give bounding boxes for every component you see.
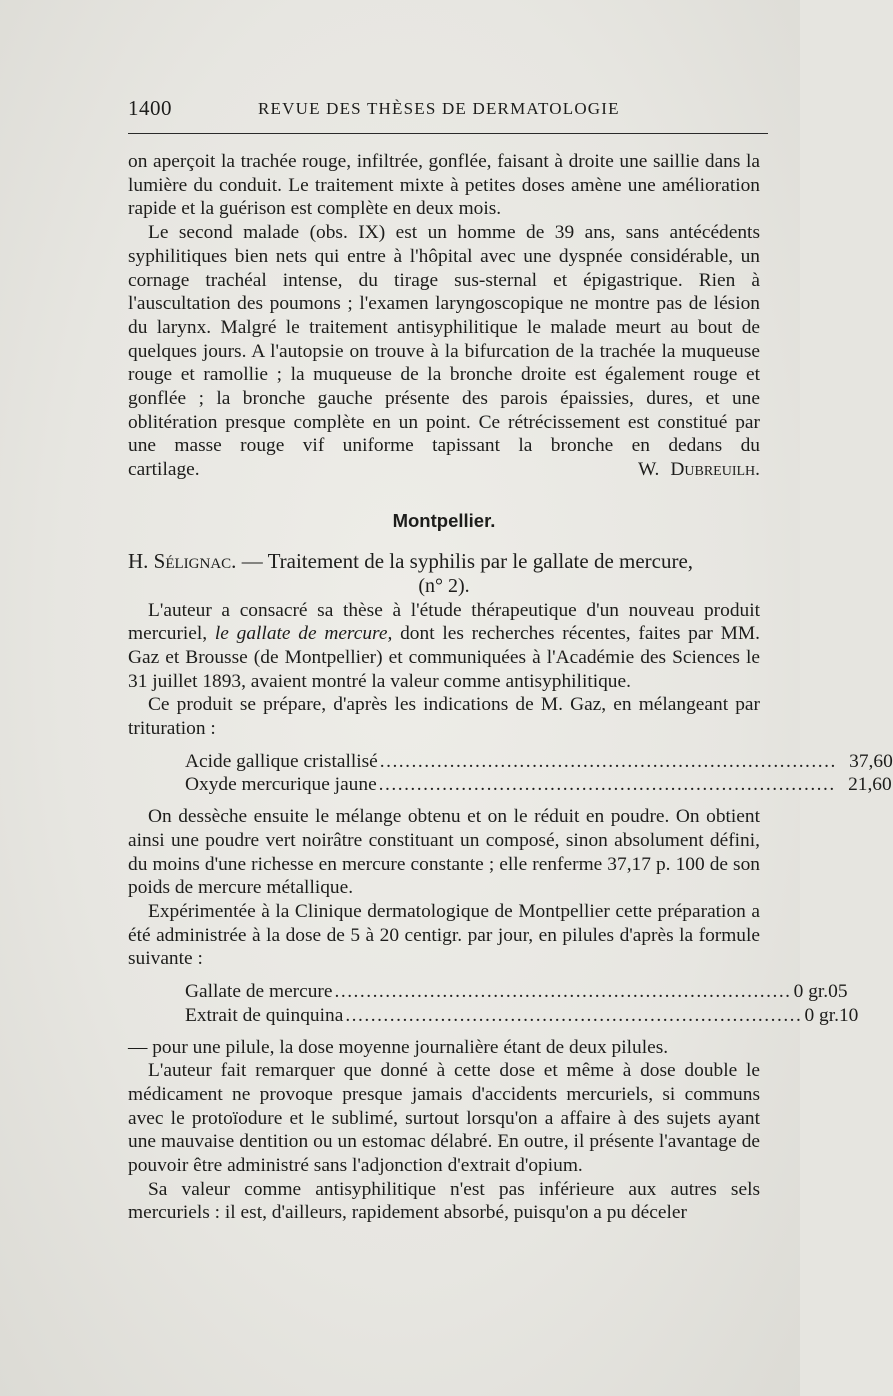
page-body <box>128 150 893 1225</box>
paragraph: Sa valeur comme antisyphilitique n'est pas inférieure aux autres sels mercuriels : il est, d'ailleurs, rapidement absorbé, puisqu'on a pu déceler <box>128 1178 760 1224</box>
dot-leader: ........................................................................ <box>378 774 836 796</box>
paragraph <box>128 221 760 482</box>
paragraph: L'auteur fait remarquer que donné à cette dose et même à dose double le médicament ne provoque presque jamais d'accidents mercuriels, si communs avec le protoïodure et le sublimé, surtout lorsqu'on a affaire à des sujets ayant une mauvaise dentition ou un estomac délabré. En outre, il présente l'avantage de pouvoir être administré sans l'adjonction d'extrait d'opium. <box>128 1060 760 1177</box>
signature-initial: W. <box>638 459 660 481</box>
signature-name: Dubreuilh. <box>670 459 760 481</box>
recipe-table <box>128 980 859 1027</box>
paragraph: Ce produit se prépare, d'après les indications de M. Gaz, en mélangeant par trituration : <box>128 694 760 740</box>
recipe-row <box>185 773 892 797</box>
recipe-row <box>185 1004 859 1028</box>
quantity: 0 gr.10 <box>804 1004 859 1026</box>
page-header <box>128 96 753 126</box>
paragraph: on aperçoit la trachée rouge, infiltrée, gonflée, faisant à droite une saillie dans la lumière du conduit. Le traitement mixte à petites doses amène une amélioration rapide et la guérison est complète en deux mois. <box>128 151 760 220</box>
author-initial: H. <box>128 548 149 573</box>
italic-term: le gallate de mercure, <box>214 623 393 645</box>
paragraph-text: Le second malade (obs. IX) est un homme de 39 ans, sans antécédents syphilitiques bien nets qui entre à l'hôpital avec une dyspnée considérable, un cornage trachéal intense, du tirage sus-sternal et épigastrique. Rien à l'auscultation des poumons ; l'examen laryngoscopique ne montre pas de lésion du larynx. Malgré le traitement antisyphilitique le malade meurt au bout de quelques jours. A l'autopsie on trouve à la bifurcation de la trachée la muqueuse rouge et ramollie ; la muqueuse de la bronche droite est également rouge et gonflée ; la bronche gauche présente des parois épaissies, dures, et une oblitération presque complète en un point. Ce rétrécissement est constitué par une masse rouge vif uniforme tapissant la bronche en dedans du cartilage. <box>128 222 760 481</box>
ingredient: Extrait de quinquina <box>185 1004 344 1026</box>
dot-leader: ........................................................................ <box>334 981 792 1003</box>
ingredient: Gallate de mercure <box>185 981 333 1003</box>
thesis-number: (n° 2). <box>418 574 470 597</box>
quantity: 0 gr.05 <box>793 981 848 1003</box>
dot-leader: ........................................................................ <box>345 1004 803 1026</box>
ingredient: Acide gallique cristallisé <box>185 750 378 772</box>
paragraph-text: dont les recherches récentes, faites par MM. Gaz et Brousse (de Montpellier) et communiquées à l'Académie des Sciences le 31 juillet 1893, avaient montré la valeur comme antisyphilitique. <box>128 623 760 692</box>
running-title: REVUE DES THÈSES DE DERMATOLOGIE <box>258 99 620 118</box>
recipe-table <box>128 750 893 797</box>
paragraph <box>128 599 760 694</box>
signature <box>638 459 760 480</box>
title-dash: — <box>241 548 263 573</box>
header-rule <box>128 133 768 134</box>
section-title: Montpellier. <box>392 509 496 531</box>
paragraph: — pour une pilule, la dose moyenne journalière étant de deux pilules. <box>128 1036 669 1058</box>
quantity: 37,60 <box>849 750 893 772</box>
entry-heading <box>128 549 760 574</box>
dot-leader: ........................................................................ <box>379 750 837 772</box>
quantity: 21,60 <box>848 774 892 796</box>
author-name: Sélignac. <box>153 548 237 573</box>
paragraph: Expérimentée à la Clinique dermatologique de Montpellier cette préparation a été administrée à la dose de 5 à 20 centigr. par jour, en pilules d'après la formule suivante : <box>128 900 760 970</box>
recipe-row <box>185 750 893 774</box>
paragraph-text: L'auteur a consacré sa thèse à l'étude thérapeutique d'un nouveau produit mercuriel, <box>128 599 760 645</box>
thesis-title: Traitement de la syphilis par le gallate de mercure, <box>267 548 694 573</box>
recipe-row <box>185 980 848 1004</box>
paragraph: On dessèche ensuite le mélange obtenu et on le réduit en poudre. On obtient ainsi une poudre vert noirâtre constituant un composé, sinon absolument défini, du moins d'une richesse en mercure constante ; elle renferme 37,17 p. 100 de son poids de mercure métallique. <box>128 806 760 899</box>
page-number: 1400 <box>128 96 172 120</box>
ingredient: Oxyde mercurique jaune <box>185 774 377 796</box>
